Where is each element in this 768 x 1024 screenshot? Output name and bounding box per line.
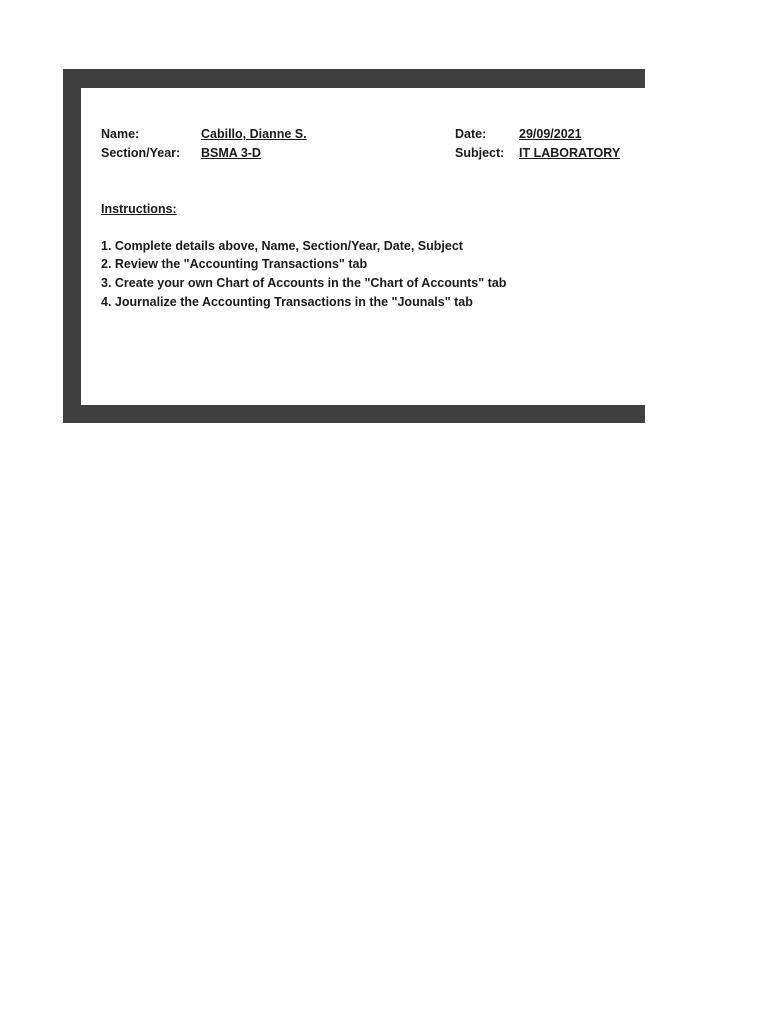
subject-value: IT LABORATORY: [519, 146, 621, 160]
section-label: Section/Year:: [101, 146, 181, 160]
name-value: Cabillo, Dianne S.: [201, 127, 307, 141]
name-label: Name:: [101, 127, 140, 141]
section-value: BSMA 3-D: [201, 146, 261, 160]
instruction-item: 2. Review the "Accounting Transactions" tab: [101, 257, 368, 271]
instruction-item: 3. Create your own Chart of Accounts in the "Chart of Accounts" tab: [101, 276, 507, 290]
instructions-heading: Instructions:: [101, 202, 177, 216]
date-value: 29/09/2021: [519, 127, 582, 141]
instruction-item: 4. Journalize the Accounting Transactions in the "Jounals" tab: [101, 295, 473, 309]
date-label: Date:: [455, 127, 487, 141]
subject-label: Subject:: [455, 146, 505, 160]
instruction-item: 1. Complete details above, Name, Section/Year, Date, Subject: [101, 239, 463, 253]
